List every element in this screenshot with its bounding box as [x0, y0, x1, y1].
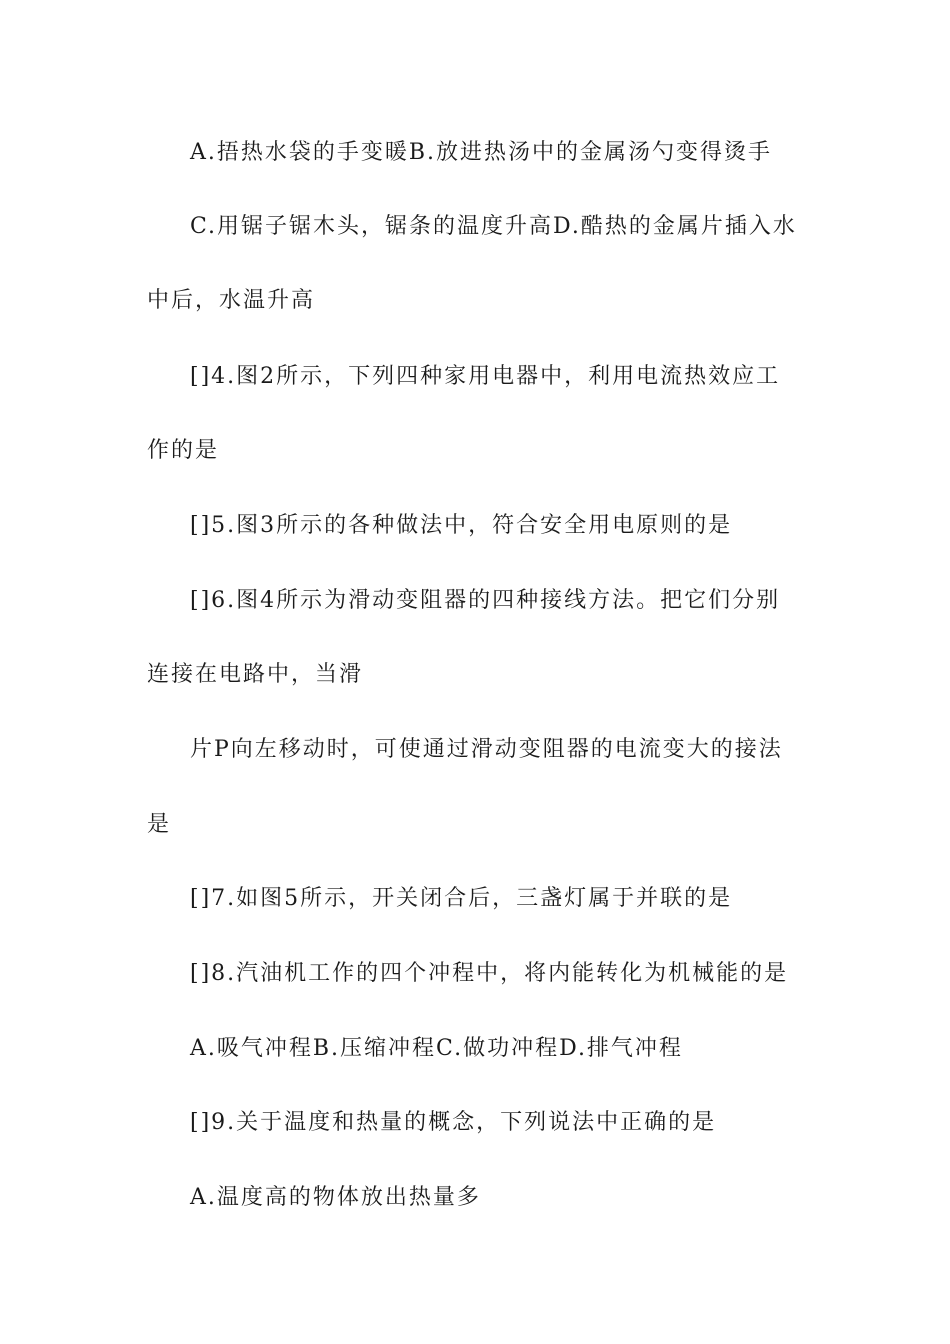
text-line-question-9: []9.关于温度和热量的概念，下列说法中正确的是: [190, 1110, 717, 1135]
text-line-question-4-cont: 作的是: [147, 438, 220, 463]
text-line-option-cd: C.用锯子锯木头，锯条的温度升高D.酷热的金属片插入水: [190, 214, 797, 239]
text-line-question-6-cont3: 是: [147, 812, 172, 837]
text-line-question-9-option-a: A.温度高的物体放出热量多: [190, 1185, 481, 1210]
text-line-question-4: []4.图2所示，下列四种家用电器中，利用电流热效应工: [190, 364, 781, 389]
text-line-option-cd-cont: 中后，水温升高: [147, 288, 316, 313]
text-line-question-8: []8.汽油机工作的四个冲程中，将内能转化为机械能的是: [190, 961, 789, 986]
text-line-question-6-cont2: 片P向左移动时，可使通过滑动变阻器的电流变大的接法: [190, 737, 783, 762]
text-line-question-6-cont: 连接在电路中，当滑: [147, 662, 364, 687]
text-line-question-5: []5.图3所示的各种做法中，符合安全用电原则的是: [190, 513, 733, 538]
text-line-option-ab: A.捂热水袋的手变暖B.放进热汤中的金属汤勺变得烫手: [190, 140, 773, 165]
text-line-question-6: []6.图4所示为滑动变阻器的四种接线方法。把它们分别: [190, 588, 781, 613]
text-line-question-8-options: A.吸气冲程B.压缩冲程C.做功冲程D.排气冲程: [190, 1036, 683, 1061]
text-line-question-7: []7.如图5所示，开关闭合后，三盏灯属于并联的是: [190, 886, 733, 911]
